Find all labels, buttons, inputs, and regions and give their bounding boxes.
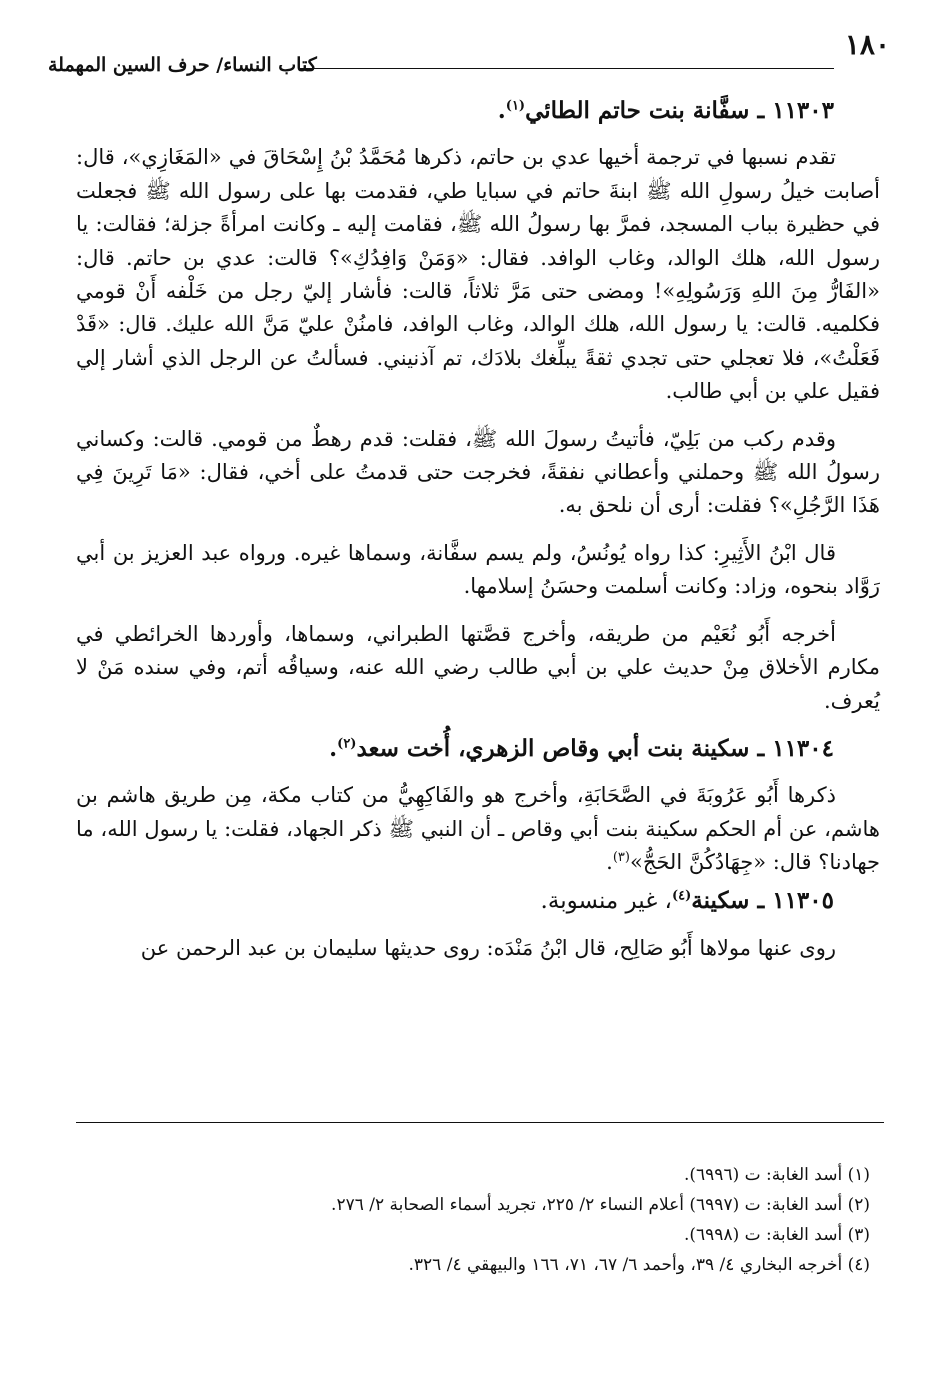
entry-paragraph: روى عنها مولاها أَبُو صَالِح، قال ابْنُ مَنْدَه: روى حديثها سليمان بن عبد الرحمن عن [140,935,836,960]
running-head: كتاب النساء/ حرف السين المهملة [48,54,317,76]
footnote-2: (٢) أسد الغابة: ت (٦٩٩٧) أعلام النساء ٢/ ٢٢٥، تجريد أسماء الصحابة ٢/ ٢٧٦. [331,1195,870,1215]
entry-heading-11304: ١١٣٠٤ ـ سكينة بنت أبي وقاص الزهري، أُخت سعد$^{(٢)}$. [329,734,834,762]
entry-paragraph: وقدم ركب من بَلِيّ، فأتيتُ رسولَ الله ﷺ، فقلت: قدم رهطٌ من قومي. قالت: وكساني رسولُ الله ﷺ وحملني وأعطاني نفقةً، فخرجت حتى قدمتُ على أخي، فقال: «مَا تَرِينَ فِي هَذَا الرَّجُلِ»؟ فقلت: أرى أن نلحق به. [76,426,880,518]
footnote-ref: (١) [505,98,526,114]
entry-heading-11305: ١١٣٠٥ ـ سكينة$^{(٤)}$، غير منسوبة. [540,886,834,914]
entry-paragraph: تقدم نسبها في ترجمة أخيها عدي بن حاتم، ذكرها مُحَمَّدُ بْنُ إِسْحَاقَ في «المَغَازِي»، قال: أصابت خيلُ رسولِ الله ﷺ ابنةَ حاتم في سبايا طي، فقدمت بها على رسول الله ﷺ فجعلت في حظيرة بباب المسجد، فمرَّ بها رسولُ الله ﷺ، فقامت إليه ـ وكانت امرأةً جزلة؛ فقالت: يا رسول الله، هلك الوالد، وغاب الوافد. فقال: «وَمَنْ وَافِدُكِ»؟ قالت: عدي بن حاتم. قال: «الفَارُّ مِنَ اللهِ وَرَسُولِهِ»! ومضى حتى مَرَّ ثلاثاً، قالت: فأشار إليّ رجل من خَلْفه أَنْ قومي فكلميه. قالت: يا رسول الله، هلك الوالد، وغاب الوافد، فامنُنْ عليّ مَنَّ الله عليك. قال: «قَدْ فَعَلْتُ»، فلا تعجلي حتى تجدي ثقةً يبلِّغك بلادَك، تم آذنيني. فسألتُ عن الرجل الذي أشار إلي فقيل علي بن أبي طالب. [76,145,880,404]
footnote-ref: (٣) [612,850,630,866]
entry-heading-11303: ١١٣٠٣ ـ سفَّانة بنت حاتم الطائي$^{(١)}$. [497,97,834,124]
footnote-3: (٣) أسد الغابة: ت (٦٩٩٨). [684,1225,870,1245]
entry-paragraph: أخرجه أَبُو نُعَيْم من طريقه، وأخرج قصَّتها الطبراني، وسماها، وأوردها الخرائطي في مكارم الأخلاق مِنْ حديث علي بن أبي طالب رضي الله عنه، وسياقُه أتم، وفي سنده مَنْ لا يُعرف. [76,621,880,713]
page-header [48,28,890,82]
entry-paragraph: ذكرها أَبُو عَرُوبَةَ في الصَّحَابَةِ، وأخرج هو والفَاكِهِيُّ من كتاب مكة، مِن طريق هاشم بن هاشم، عن أم الحكم سكينة بنت أبي وقاص ـ أن النبي ﷺ ذكر الجهاد، فقلت: يا رسول الله، ما جهادنا؟ قال: «جِهَادُكُنَّ الحَجُّ»$^{(٣)}$. [76,783,880,875]
header-rule [298,68,834,69]
footnote-separator [76,1122,884,1123]
footnote-1: (١) أسد الغابة: ت (٦٩٩٦). [684,1165,870,1185]
footnote-ref: (٢) [337,736,357,752]
page-number: ١٨٠ [844,28,890,61]
footnote-4: (٤) أخرجه البخاري ٤/ ٣٩، وأحمد ٦/ ٦٧، ٧١، ١٦٦ والبيهقي ٤/ ٣٢٦. [408,1255,870,1275]
footnote-ref: (٤) [671,887,692,903]
main-text [76,94,880,979]
footnotes [76,1160,880,1280]
entry-paragraph: قال ابْنُ الأَثِيرِ: كذا رواه يُونُسُ، ولم يسم سفَّانة، وسماها غيره. ورواه عبد العزيز بن أبي رَوَّاد بنحوه، وزاد: وكانت أسلمت وحسَنُ إسلامها. [76,540,880,599]
